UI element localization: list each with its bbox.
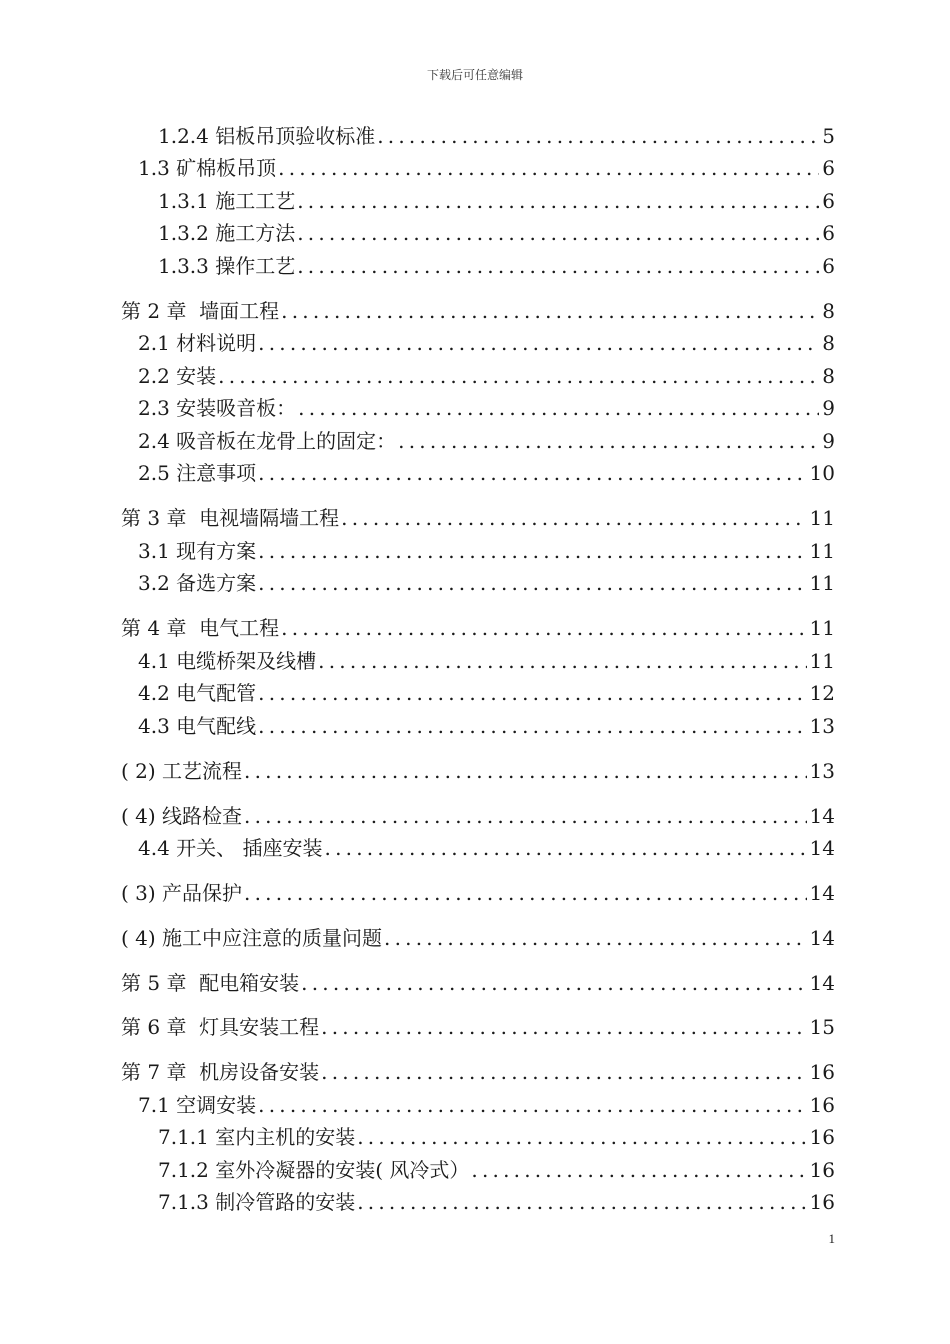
toc-entry[interactable] — [158, 1187, 835, 1217]
toc-entry[interactable] — [158, 1122, 835, 1152]
toc-entry-page: 10 — [809, 461, 835, 485]
toc-entry[interactable] — [121, 923, 835, 953]
toc-entry-title: 2.4 吸音板在龙骨上的固定： — [138, 429, 397, 453]
toc-dot-leader — [244, 756, 807, 786]
toc-entry-page: 14 — [809, 971, 835, 995]
toc-entry[interactable] — [121, 801, 835, 831]
toc-entry[interactable] — [121, 756, 835, 786]
toc-entry-title: ( 2) 工艺流程 — [121, 759, 243, 783]
toc-dot-leader — [377, 121, 819, 151]
toc-entry-title: 4.1 电缆桥架及线槽 — [138, 649, 317, 673]
toc-entry[interactable] — [121, 613, 835, 643]
toc-dot-leader — [218, 361, 819, 391]
toc-entry-page: 6 — [822, 156, 835, 180]
toc-entry-page: 16 — [809, 1190, 835, 1214]
toc-dot-leader — [258, 328, 819, 358]
toc-entry-title: 3.2 备选方案 — [138, 571, 257, 595]
toc-entry-page: 13 — [809, 759, 835, 783]
toc-entry-title: 7.1 空调安装 — [138, 1093, 257, 1117]
toc-entry[interactable] — [121, 503, 835, 533]
toc-dot-leader — [357, 1122, 806, 1152]
toc-dot-leader — [297, 218, 819, 248]
toc-dot-leader — [298, 393, 819, 423]
toc-entry-title: 4.2 电气配管 — [138, 681, 257, 705]
toc-entry[interactable] — [158, 1155, 835, 1185]
toc-entry-title: 1.3.2 施工方法 — [158, 221, 296, 245]
toc-dot-leader — [398, 426, 819, 456]
toc-entry[interactable] — [158, 186, 835, 216]
toc-entry[interactable] — [138, 646, 835, 676]
toc-entry-page: 8 — [822, 331, 835, 355]
toc-entry-page: 13 — [809, 714, 835, 738]
page-header: 下载后可任意编辑 — [426, 68, 523, 82]
toc-entry-title: 1.3 矿棉板吊顶 — [138, 156, 277, 180]
toc-entry-title: 1.3.3 操作工艺 — [158, 254, 296, 278]
toc-entry-page: 9 — [822, 429, 835, 453]
toc-entry-page: 11 — [809, 539, 835, 563]
toc-entry-title: 4.4 开关、 插座安装 — [138, 836, 323, 860]
toc-entry-page: 14 — [809, 881, 835, 905]
toc-entry-title: 第 4 章 电气工程 — [121, 616, 280, 640]
page-number: 1 — [828, 1231, 835, 1246]
toc-entry[interactable] — [138, 568, 835, 598]
toc-entry[interactable] — [138, 536, 835, 566]
toc-entry-title: 7.1.2 室外冷凝器的安装( 风冷式） — [158, 1158, 470, 1182]
toc-entry-title: 2.2 安装 — [138, 364, 217, 388]
toc-entry-title: 第 5 章 配电箱安装 — [121, 971, 300, 995]
toc-entry-page: 11 — [809, 506, 835, 530]
toc-entry-page: 12 — [809, 681, 835, 705]
toc-entry[interactable] — [158, 218, 835, 248]
toc-entry-title: 3.1 现有方案 — [138, 539, 257, 563]
toc-dot-leader — [301, 968, 806, 998]
toc-entry-page: 11 — [809, 649, 835, 673]
toc-entry-title: 2.1 材料说明 — [138, 331, 257, 355]
toc-dot-leader — [244, 878, 807, 908]
toc-entry-page: 14 — [809, 836, 835, 860]
toc-entry-title: 4.3 电气配线 — [138, 714, 257, 738]
toc-entry-page: 11 — [809, 571, 835, 595]
toc-entry-title: 第 7 章 机房设备安装 — [121, 1060, 320, 1084]
toc-dot-leader — [471, 1155, 806, 1185]
toc-entry-title: ( 4) 线路检查 — [121, 804, 243, 828]
toc-entry-title: ( 3) 产品保护 — [121, 881, 243, 905]
toc-entry-page: 9 — [822, 396, 835, 420]
toc-entry-page: 14 — [809, 804, 835, 828]
toc-entry-title: 7.1.3 制冷管路的安装 — [158, 1190, 356, 1214]
toc-entry[interactable] — [138, 328, 835, 358]
toc-entry-title: 第 6 章 灯具安装工程 — [121, 1015, 320, 1039]
toc-dot-leader — [297, 186, 819, 216]
toc-entry-page: 11 — [809, 616, 835, 640]
toc-dot-leader — [258, 458, 806, 488]
toc-entry-page: 16 — [809, 1093, 835, 1117]
toc-entry[interactable] — [121, 968, 835, 998]
toc-dot-leader — [325, 833, 807, 863]
toc-entry-title: 第 2 章 墙面工程 — [121, 299, 280, 323]
toc-entry[interactable] — [121, 878, 835, 908]
toc-entry[interactable] — [158, 121, 835, 151]
toc-entry-page: 8 — [822, 299, 835, 323]
toc-entry-title: 第 3 章 电视墙隔墙工程 — [121, 506, 340, 530]
toc-entry-page: 16 — [809, 1125, 835, 1149]
toc-entry[interactable] — [138, 1090, 835, 1120]
toc-entry-title: ( 4) 施工中应注意的质量问题 — [121, 926, 383, 950]
toc-entry[interactable] — [121, 296, 835, 326]
toc-entry-page: 15 — [809, 1015, 835, 1039]
toc-dot-leader — [321, 1057, 806, 1087]
toc-entry[interactable] — [138, 426, 835, 456]
toc-entry[interactable] — [138, 711, 835, 741]
toc-entry[interactable] — [138, 678, 835, 708]
toc-entry-title: 1.2.4 铝板吊顶验收标准 — [158, 124, 376, 148]
toc-entry[interactable] — [138, 458, 835, 488]
toc-entry[interactable] — [121, 1057, 835, 1087]
toc-entry[interactable] — [138, 393, 835, 423]
toc-entry-page: 16 — [809, 1060, 835, 1084]
toc-entry-page: 5 — [822, 124, 835, 148]
toc-dot-leader — [258, 536, 806, 566]
toc-entry-page: 6 — [822, 221, 835, 245]
toc-dot-leader — [258, 678, 806, 708]
toc-entry-page: 8 — [822, 364, 835, 388]
toc-entry-title: 2.3 安装吸音板： — [138, 396, 297, 420]
toc-entry-page: 6 — [822, 254, 835, 278]
toc-dot-leader — [318, 646, 806, 676]
toc-dot-leader — [244, 801, 807, 831]
toc-entry-title: 7.1.1 室内主机的安装 — [158, 1125, 356, 1149]
toc-dot-leader — [321, 1012, 806, 1042]
toc-dot-leader — [384, 923, 807, 953]
toc-entry[interactable] — [138, 833, 835, 863]
toc-entry-title: 1.3.1 施工工艺 — [158, 189, 296, 213]
toc-entry-title: 2.5 注意事项 — [138, 461, 257, 485]
toc-dot-leader — [258, 568, 806, 598]
toc-dot-leader — [258, 1090, 806, 1120]
toc-entry-page: 14 — [809, 926, 835, 950]
toc-dot-leader — [281, 613, 806, 643]
toc-dot-leader — [341, 503, 806, 533]
toc-dot-leader — [281, 296, 819, 326]
toc-entry[interactable] — [158, 251, 835, 281]
toc-dot-leader — [297, 251, 819, 281]
toc-entry-page: 6 — [822, 189, 835, 213]
toc-entry[interactable] — [138, 153, 835, 183]
toc-dot-leader — [357, 1187, 806, 1217]
toc-entry[interactable] — [121, 1012, 835, 1042]
toc-entry-page: 16 — [809, 1158, 835, 1182]
toc-entry[interactable] — [138, 361, 835, 391]
toc-dot-leader — [278, 153, 819, 183]
toc-dot-leader — [258, 711, 806, 741]
